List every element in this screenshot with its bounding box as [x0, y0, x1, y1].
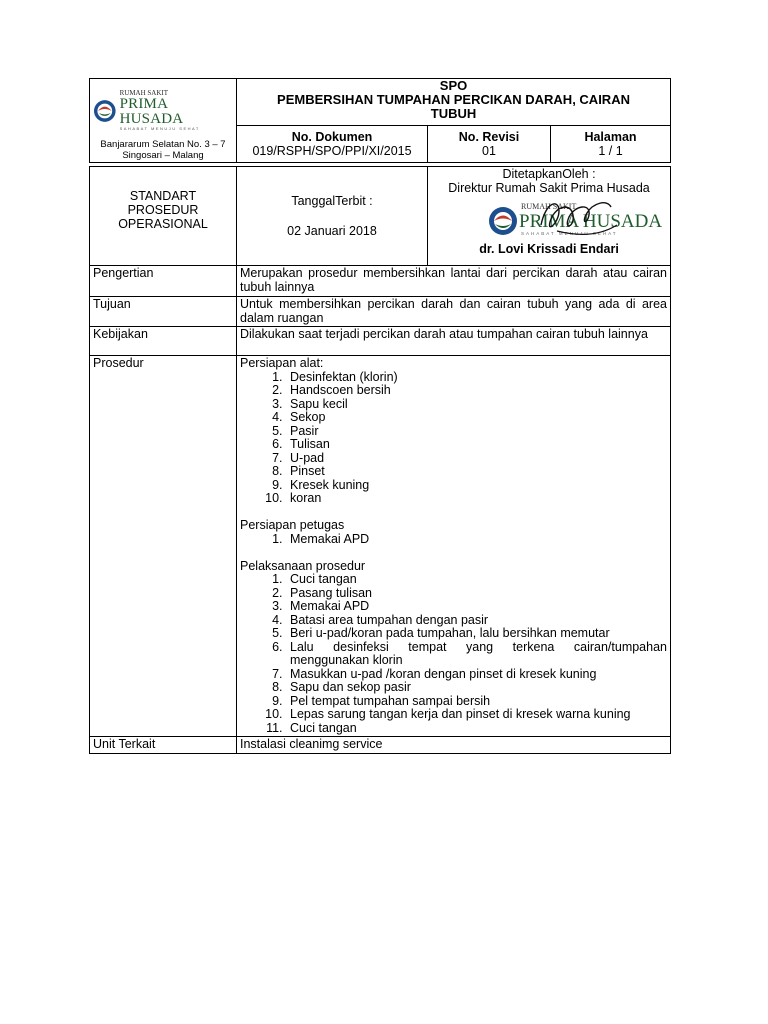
- list-item: 4. Batasi area tumpahan dengan pasir: [286, 614, 667, 628]
- list-item: 1. Desinfektan (klorin): [286, 371, 667, 385]
- issued-date: 02 Januari 2018: [287, 223, 377, 238]
- prosedur-label: Prosedur: [90, 356, 237, 737]
- issue-date-cell: [237, 167, 428, 266]
- list-item: 8. Pinset: [286, 465, 667, 479]
- svg-text:SAHABAT MENUJU SEHAT: SAHABAT MENUJU SEHAT: [521, 231, 618, 236]
- list-item: 2. Handscoen bersih: [286, 384, 667, 398]
- unit-label: Unit Terkait: [90, 737, 237, 754]
- logo-name-text: PRIMA HUSADA: [119, 96, 184, 127]
- sop-content-table: [89, 166, 671, 754]
- svg-text:RUMAH SAKIT: RUMAH SAKIT: [521, 202, 577, 211]
- list-item: 9. Pel tempat tumpahan sampai bersih: [286, 695, 667, 709]
- page-cell: [551, 126, 671, 163]
- standard-line-1: STANDART: [129, 189, 197, 203]
- list-item: 3. Memakai APD: [286, 600, 667, 614]
- title-cell: [237, 79, 671, 126]
- prosedur-content: [237, 356, 671, 737]
- set-by-label: DitetapkanOleh :: [502, 167, 596, 181]
- list-item: 1. Memakai APD: [286, 533, 667, 547]
- issued-label: TanggalTerbit :: [291, 194, 373, 208]
- revision-value: 01: [482, 143, 496, 158]
- pengertian-text: Merupakan prosedur membersihkan lantai dari percikan darah atau cairan tubuh lainnya: [237, 266, 671, 297]
- signer-name: dr. Lovi Krissadi Endari: [479, 242, 619, 256]
- list-item: 1. Cuci tangan: [286, 573, 667, 587]
- alat-heading: Persiapan alat:: [240, 356, 324, 370]
- list-item: 7. U-pad: [286, 452, 667, 466]
- logo-tagline-text: SAHABAT MENUJU SEHAT: [119, 126, 200, 131]
- list-item: 5. Beri u-pad/koran pada tumpahan, lalu bersihkan memutar: [286, 627, 667, 641]
- doc-number-label: No. Dokumen: [291, 130, 373, 145]
- list-item: 11. Cuci tangan: [286, 722, 667, 736]
- list-item: 9. Kresek kuning: [286, 479, 667, 493]
- signature-stamp-image: [431, 195, 671, 243]
- alat-list: [240, 371, 667, 506]
- pengertian-label: Pengertian: [90, 266, 237, 297]
- address-line-1: Banjararum Selatan No. 3 – 7: [100, 139, 226, 150]
- list-item: 4. Sekop: [286, 411, 667, 425]
- standard-line-3: OPERASIONAL: [118, 217, 208, 231]
- signature-stamp-area: [431, 195, 667, 243]
- set-by-title: Direktur Rumah Sakit Prima Husada: [448, 180, 650, 195]
- list-item: 6. Tulisan: [286, 438, 667, 452]
- petugas-heading: Persiapan petugas: [240, 518, 345, 532]
- address-line-2: Singosari – Malang: [122, 150, 204, 161]
- tujuan-label: Tujuan: [90, 297, 237, 327]
- doc-number-value: 019/RSPH/SPO/PPI/XI/2015: [252, 143, 412, 158]
- standard-cell: [90, 167, 237, 266]
- list-item: 6. Lalu desinfeksi tempat yang terkena cairan/tumpahan menggunakan klorin: [286, 641, 667, 668]
- list-item: 3. Sapu kecil: [286, 398, 667, 412]
- list-item: 2. Pasang tulisan: [286, 587, 667, 601]
- petugas-list: [240, 533, 667, 547]
- spo-label: SPO: [439, 78, 468, 93]
- standard-line-2: PROSEDUR: [127, 203, 199, 217]
- list-item: 10. koran: [286, 492, 667, 506]
- page-label: Halaman: [584, 130, 637, 145]
- page-value: 1 / 1: [598, 143, 623, 158]
- kebijakan-text: Dilakukan saat terjadi percikan darah atau tumpahan cairan tubuh lainnya: [237, 327, 671, 356]
- pelaksanaan-heading: Pelaksanaan prosedur: [240, 558, 366, 573]
- revision-cell: [428, 126, 551, 163]
- hospital-address: [93, 139, 233, 161]
- approval-cell: [428, 167, 671, 266]
- list-item: 7. Masukkan u-pad /koran dengan pinset di kresek kuning: [286, 668, 667, 682]
- revision-label: No. Revisi: [458, 130, 520, 145]
- svg-text:PRIMA HUSADA: PRIMA HUSADA: [519, 211, 663, 232]
- kebijakan-label: Kebijakan: [90, 327, 237, 356]
- pelaksanaan-list: [240, 573, 667, 735]
- document-title: PEMBERSIHAN TUMPAHAN PERCIKAN DARAH, CAIRAN TUBUH: [277, 92, 630, 121]
- hospital-identity-cell: [90, 79, 237, 163]
- doc-number-cell: [237, 126, 428, 163]
- logo-top-text: RUMAH SAKIT: [119, 89, 169, 97]
- list-item: 5. Pasir: [286, 425, 667, 439]
- hospital-logo: [93, 90, 233, 131]
- unit-text: Instalasi cleanimg service: [237, 737, 671, 754]
- document-header-table: [89, 78, 671, 163]
- list-item: 10. Lepas sarung tangan kerja dan pinset di kresek warna kuning: [286, 708, 667, 722]
- list-item: 8. Sapu dan sekop pasir: [286, 681, 667, 695]
- tujuan-text: Untuk membersihkan percikan darah dan cairan tubuh yang ada di area dalam ruangan: [237, 297, 671, 327]
- prima-husada-emblem-icon: [93, 99, 117, 123]
